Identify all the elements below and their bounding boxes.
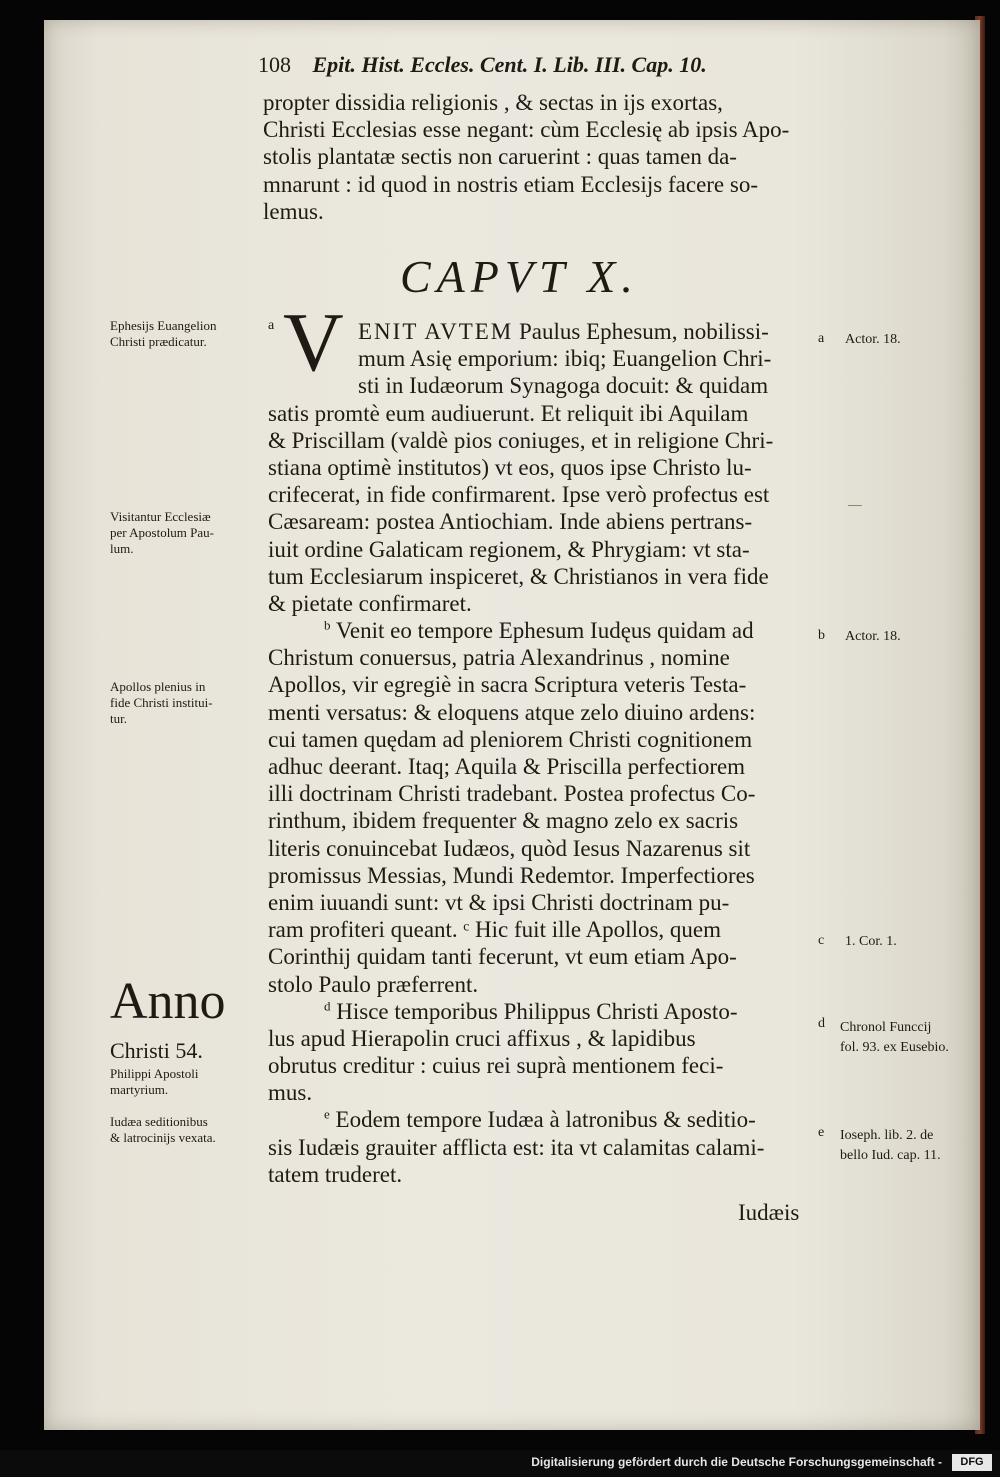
body-line: Paulus Ephesum, nobilissi-	[519, 319, 769, 344]
body-line: Eodem tempore Iudæa à latronibus & seditio-	[335, 1107, 756, 1133]
margin-note-line: & latrocinijs vexata.	[110, 1130, 216, 1145]
margin-note-philip	[110, 1066, 199, 1098]
margin-note-ephesus	[110, 318, 217, 350]
ref-ioseph	[840, 1126, 941, 1166]
note-marker-e: e	[324, 1106, 330, 1122]
body-line: literis conuincebat Iudæos, quòd Iesus Nazarenus sit	[268, 835, 751, 861]
intro-line: lemus.	[263, 198, 324, 224]
anno-year: Christi 54.	[110, 1038, 203, 1063]
ref-actor-18-b: Actor. 18.	[845, 629, 901, 644]
body-line: Apollos, vir egregiè in sacra Scriptura veteris Testa-	[268, 672, 747, 698]
intro-paragraph	[263, 89, 813, 225]
funding-credit: Digitalisierung gefördert durch die Deutsche Forschungsgemeinschaft -	[531, 1455, 942, 1469]
catchword: Iudæis	[738, 1200, 800, 1225]
margin-note-line: Christi prædicatur.	[110, 334, 207, 349]
body-first-line	[268, 318, 813, 345]
ref-line: bello Iud. cap. 11.	[840, 1148, 941, 1163]
margin-note-judaea	[110, 1114, 216, 1146]
body-line: mum Asię emporium: ibiq; Euangelion Chri-	[358, 346, 772, 372]
body-line: satis promtè eum audiuerunt. Et reliquit ibi Aquilam	[268, 400, 749, 426]
intro-line: stolis plantatæ sectis non caruerint : quas tamen da-	[263, 144, 737, 170]
dfg-logo: DFG	[952, 1454, 992, 1471]
ref-marker-e: e	[818, 1125, 825, 1140]
body-line: cui tamen quędam ad pleniorem Christi cognitionem	[268, 726, 753, 752]
body-line: stolo Paulo præferrent.	[268, 971, 479, 997]
ref-marker-d: d	[818, 1016, 825, 1031]
anno-heading: Anno	[110, 973, 226, 1030]
body-line: illi doctrinam Christi tradebant. Postea profectus Co-	[268, 781, 756, 807]
body-line: iuit ordine Galaticam regionem, & Phrygiam: vt sta-	[268, 536, 750, 562]
body-line: Cæsaream: postea Antiochiam. Inde abiens pertrans-	[268, 509, 753, 535]
body-line: Venit eo tempore Ephesum Iudęus quidam ad	[335, 618, 754, 644]
body-line: sti in Iudæorum Synagoga docuit: & quidam	[358, 373, 769, 399]
margin-note-line: Ephesijs Euangelion	[110, 318, 217, 333]
margin-note-line: Iudæa seditionibus	[110, 1114, 208, 1129]
intro-line: Christi Ecclesias esse negant: cùm Ecclesię ab ipsis Apo-	[263, 117, 790, 143]
body-line: promissus Messias, Mundi Redemtor. Imperfectiores	[268, 862, 755, 888]
ref-line: fol. 93. ex Eusebio.	[840, 1040, 949, 1055]
margin-note-line: tur.	[110, 711, 127, 726]
margin-note-line: martyrium.	[110, 1082, 169, 1097]
body-line: & pietate confirmaret.	[268, 590, 472, 616]
body-line: crifecerat, in fide confirmarent. Ipse verò profectus est	[268, 482, 770, 508]
body-line: menti versatus: & eloquens atque zelo diuino ardens:	[268, 699, 756, 725]
margin-note-line: fide Christi institui-	[110, 695, 213, 710]
small-caps-opening: ENIT AVTEM	[358, 319, 514, 344]
paragraph-b-first	[268, 617, 813, 644]
body-line: stiana optimè institutos) vt eos, quos ipse Christo lu-	[268, 454, 752, 480]
page-number: 108	[258, 52, 291, 77]
body-line: rinthum, ibidem frequenter & magno zelo ex sacris	[268, 808, 739, 834]
note-marker-b: b	[324, 617, 331, 633]
body-line: lus apud Hierapolin cruci affixus , & lapidibus	[268, 1025, 696, 1051]
ref-marker-a: a	[818, 331, 825, 346]
drop-cap: V	[283, 296, 344, 389]
margin-marker-a: a	[268, 318, 275, 333]
margin-note-line: Apollos plenius in	[110, 679, 206, 694]
note-marker-d: d	[324, 998, 331, 1014]
footer-bar	[0, 1450, 1000, 1477]
paragraph-d-first	[268, 998, 813, 1025]
body-line: & Priscillam (valdè pios coniuges, et in religione Chri-	[268, 427, 774, 453]
intro-line: propter dissidia religionis , & sectas in ijs exortas,	[263, 90, 723, 115]
margin-note-line: lum.	[110, 541, 134, 556]
chapter-body	[268, 318, 813, 1188]
ref-line: Ioseph. lib. 2. de	[840, 1128, 934, 1143]
ref-marker-c: c	[818, 933, 825, 948]
margin-note-line: Visitantur Ecclesiæ	[110, 509, 211, 524]
body-line: obrutus creditur : cuius rei suprà mentionem feci-	[268, 1053, 724, 1079]
ref-actor-18-a: Actor. 18.	[845, 332, 901, 347]
margin-note-apollos	[110, 679, 213, 727]
body-line: Corinthij quidam tanti fecerunt, vt eum etiam Apo-	[268, 944, 737, 970]
running-title: Epit. Hist. Eccles. Cent. I. Lib. III. Cap. 10.	[312, 52, 707, 77]
body-line: mus.	[268, 1080, 313, 1106]
body-line: enim iuuandi sunt: vt & ipsi Christi doctrinam pu-	[268, 889, 730, 915]
paragraph-e-first	[268, 1106, 813, 1133]
body-line: Christum conuersus, patria Alexandrinus , nomine	[268, 645, 730, 671]
running-head	[258, 52, 818, 86]
margin-dash	[848, 505, 862, 506]
body-line: ram profiteri queant. ᶜ Hic fuit ille Apollos, quem	[268, 917, 722, 943]
chapter-title: CAPVT X.	[400, 251, 639, 302]
margin-note-visitation	[110, 509, 214, 557]
ref-chronol-funccij	[840, 1018, 949, 1058]
intro-line: mnarunt : id quod in nostris etiam Ecclesijs facere so-	[263, 171, 759, 197]
ref-line: Chronol Funccij	[840, 1020, 932, 1035]
body-line: tum Ecclesiarum inspiceret, & Christianos in vera fide	[268, 563, 769, 589]
margin-note-line: per Apostolum Pau-	[110, 525, 214, 540]
ref-cor-1: 1. Cor. 1.	[845, 934, 897, 949]
body-line: Hisce temporibus Philippus Christi Aposto-	[336, 998, 738, 1024]
margin-note-line: Philippi Apostoli	[110, 1066, 199, 1081]
body-line: sis Iudæis grauiter afflicta est: ita vt calamitas calami-	[268, 1134, 765, 1160]
ref-marker-b: b	[818, 628, 825, 643]
body-line: tatem truderet.	[268, 1161, 403, 1187]
body-line: adhuc deerant. Itaq; Aquila & Priscilla perfectiorem	[268, 754, 746, 779]
